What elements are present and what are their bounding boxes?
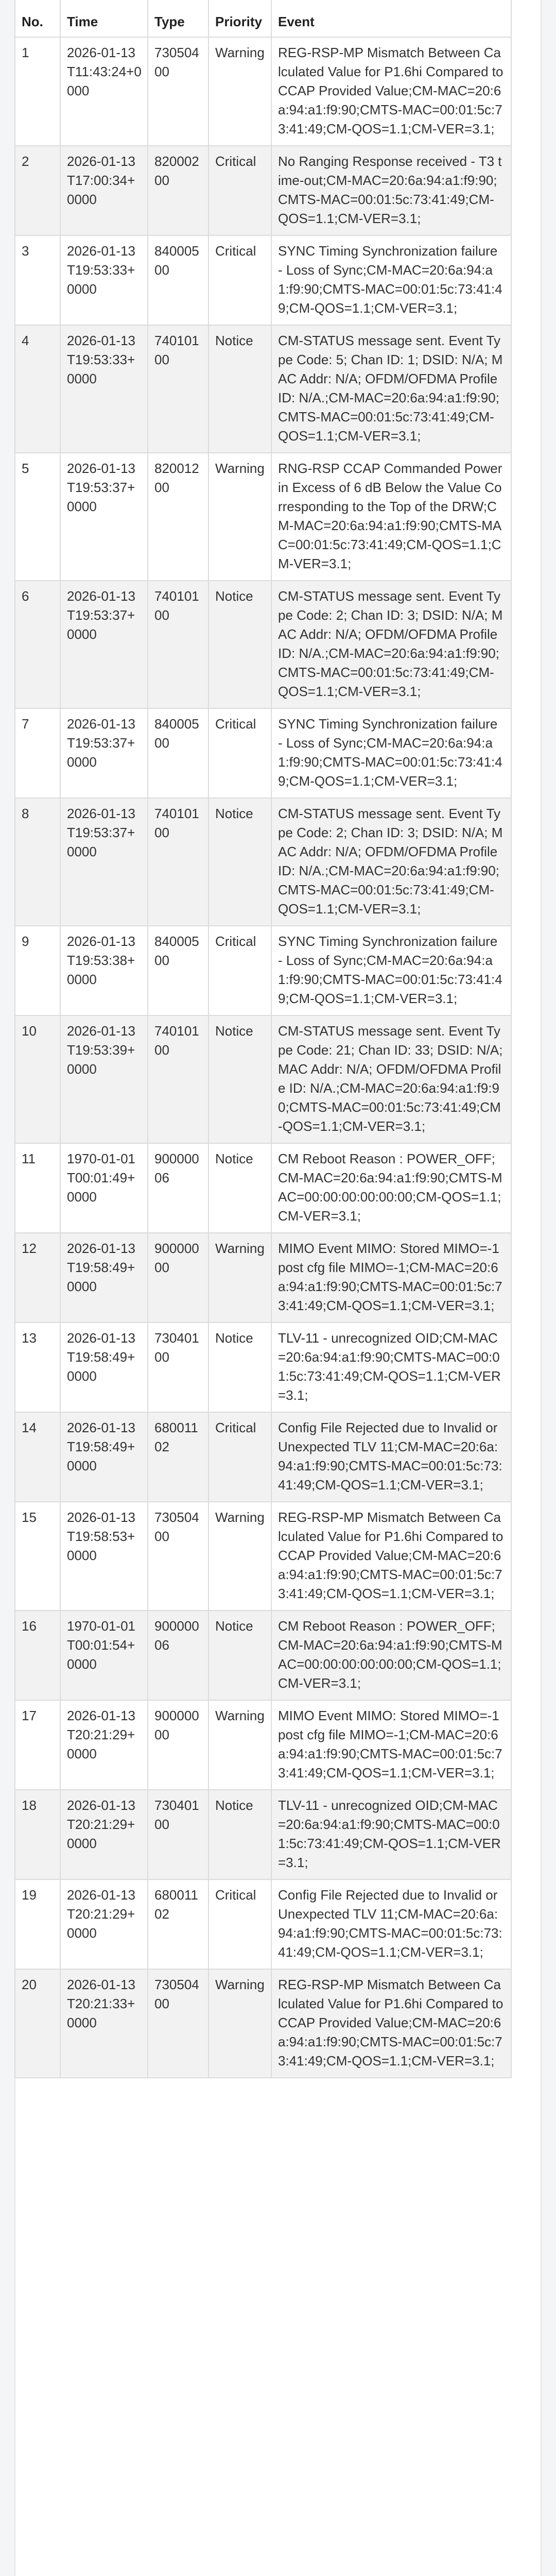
cell-no: 15 (15, 1502, 60, 1611)
table-row (15, 1015, 511, 1143)
cell-event: REG-RSP-MP Mismatch Between Calculated Value for P1.6hi Compared to CCAP Provided Value;CM-MAC=20:6a:94:a1:f9:90;CMTS-MAC=00:01:5c:73:41:49;CM-QOS=1.1;CM-VER=3.1; (271, 1502, 511, 1611)
cell-event: SYNC Timing Synchronization failure - Loss of Sync;CM-MAC=20:6a:94:a1:f9:90;CMTS-MAC=00:01:5c:73:41:49;CM-QOS=1.1;CM-VER=3.1; (271, 235, 511, 325)
cell-no: 14 (15, 1412, 60, 1502)
cell-event: CM Reboot Reason : POWER_OFF;CM-MAC=20:6a:94:a1:f9:90;CMTS-MAC=00:00:00:00:00:00;CM-QOS=1.1;CM-VER=3.1; (271, 1611, 511, 1700)
cell-event: CM-STATUS message sent. Event Type Code: 21; Chan ID: 33; DSID: N/A; MAC Addr: N/A; OFDM/OFDMA Profile ID: N/A.;CM-MAC=20:6a:94:a1:f9:90;CMTS-MAC=00:01:5c:73:41:49;CM-QOS=1.1;CM-VER=3.1; (271, 1015, 511, 1143)
cell-no: 20 (15, 1969, 60, 2078)
cell-type: 73050400 (148, 37, 208, 146)
cell-priority: Critical (208, 235, 271, 325)
cell-event: REG-RSP-MP Mismatch Between Calculated Value for P1.6hi Compared to CCAP Provided Value;CM-MAC=20:6a:94:a1:f9:90;CMTS-MAC=00:01:5c:73:41:49;CM-QOS=1.1;CM-VER=3.1; (271, 37, 511, 146)
column-header-time[interactable]: Time (60, 0, 148, 37)
cell-event: MIMO Event MIMO: Stored MIMO=-1 post cfg file MIMO=-1;CM-MAC=20:6a:94:a1:f9:90;CMTS-MAC=00:01:5c:73:41:49;CM-QOS=1.1;CM-VER=3.1; (271, 1700, 511, 1790)
event-log-table (14, 0, 512, 2078)
cell-no: 7 (15, 708, 60, 798)
table-row (15, 1323, 511, 1412)
cell-event: CM Reboot Reason : POWER_OFF;CM-MAC=20:6a:94:a1:f9:90;CMTS-MAC=00:00:00:00:00:00;CM-QOS=1.1;CM-VER=3.1; (271, 1143, 511, 1233)
table-header-row (15, 0, 511, 37)
cell-type: 90000006 (148, 1143, 208, 1233)
cell-no: 8 (15, 798, 60, 926)
cell-time: 2026-01-13T11:43:24+0000 (60, 37, 148, 146)
cell-event: SYNC Timing Synchronization failure - Loss of Sync;CM-MAC=20:6a:94:a1:f9:90;CMTS-MAC=00:01:5c:73:41:49;CM-QOS=1.1;CM-VER=3.1; (271, 926, 511, 1015)
table-row (15, 708, 511, 798)
cell-priority: Warning (208, 1969, 271, 2078)
table-row (15, 798, 511, 926)
cell-time: 2026-01-13T19:53:38+0000 (60, 926, 148, 1015)
cell-type: 84000500 (148, 708, 208, 798)
cell-time: 2026-01-13T19:53:37+0000 (60, 798, 148, 926)
cell-priority: Notice (208, 798, 271, 926)
cell-time: 2026-01-13T19:53:37+0000 (60, 581, 148, 708)
column-header-event[interactable]: Event (271, 0, 511, 37)
cell-type: 73040100 (148, 1323, 208, 1412)
cell-priority: Notice (208, 325, 271, 453)
cell-no: 19 (15, 1879, 60, 1969)
table-row (15, 453, 511, 581)
cell-priority: Notice (208, 1015, 271, 1143)
cell-priority: Notice (208, 581, 271, 708)
cell-time: 2026-01-13T19:58:49+0000 (60, 1323, 148, 1412)
table-row (15, 1611, 511, 1700)
cell-priority: Critical (208, 1879, 271, 1969)
cell-priority: Notice (208, 1611, 271, 1700)
cell-type: 68001102 (148, 1412, 208, 1502)
cell-type: 74010100 (148, 1015, 208, 1143)
cell-type: 82000200 (148, 146, 208, 235)
cell-time: 2026-01-13T20:21:29+0000 (60, 1879, 148, 1969)
column-header-no[interactable]: No. (15, 0, 60, 37)
cell-no: 10 (15, 1015, 60, 1143)
cell-time: 2026-01-13T19:58:49+0000 (60, 1233, 148, 1323)
cell-event: MIMO Event MIMO: Stored MIMO=-1 post cfg file MIMO=-1;CM-MAC=20:6a:94:a1:f9:90;CMTS-MAC=00:01:5c:73:41:49;CM-QOS=1.1;CM-VER=3.1; (271, 1233, 511, 1323)
cell-type: 74010100 (148, 798, 208, 926)
cell-time: 2026-01-13T19:58:53+0000 (60, 1502, 148, 1611)
column-header-type[interactable]: Type (148, 0, 208, 37)
cell-type: 73040100 (148, 1790, 208, 1879)
cell-no: 11 (15, 1143, 60, 1233)
table-row (15, 37, 511, 146)
cell-event: RNG-RSP CCAP Commanded Power in Excess of 6 dB Below the Value Corresponding to the Top of the DRW;CM-MAC=20:6a:94:a1:f9:90;CMTS-MAC=00:01:5c:73:41:49;CM-QOS=1.1;CM-VER=3.1; (271, 453, 511, 581)
table-row (15, 1502, 511, 1611)
cell-time: 2026-01-13T19:53:37+0000 (60, 708, 148, 798)
cell-type: 68001102 (148, 1879, 208, 1969)
cell-event: TLV-11 - unrecognized OID;CM-MAC=20:6a:94:a1:f9:90;CMTS-MAC=00:01:5c:73:41:49;CM-QOS=1.1;CM-VER=3.1; (271, 1790, 511, 1879)
cell-time: 1970-01-01T00:01:54+0000 (60, 1611, 148, 1700)
cell-priority: Warning (208, 1502, 271, 1611)
cell-priority: Warning (208, 453, 271, 581)
table-row (15, 235, 511, 325)
cell-priority: Notice (208, 1143, 271, 1233)
cell-no: 1 (15, 37, 60, 146)
table-row (15, 325, 511, 453)
cell-priority: Critical (208, 926, 271, 1015)
cell-event: Config File Rejected due to Invalid or Unexpected TLV 11;CM-MAC=20:6a:94:a1:f9:90;CMTS-MAC=00:01:5c:73:41:49;CM-QOS=1.1;CM-VER=3.1; (271, 1879, 511, 1969)
cell-type: 90000000 (148, 1233, 208, 1323)
cell-event: TLV-11 - unrecognized OID;CM-MAC=20:6a:94:a1:f9:90;CMTS-MAC=00:01:5c:73:41:49;CM-QOS=1.1;CM-VER=3.1; (271, 1323, 511, 1412)
cell-no: 13 (15, 1323, 60, 1412)
cell-event: CM-STATUS message sent. Event Type Code: 5; Chan ID: 1; DSID: N/A; MAC Addr: N/A; OFDM/OFDMA Profile ID: N/A.;CM-MAC=20:6a:94:a1:f9:90;CMTS-MAC=00:01:5c:73:41:49;CM-QOS=1.1;CM-VER=3.1; (271, 325, 511, 453)
cell-no: 16 (15, 1611, 60, 1700)
cell-time: 2026-01-13T19:53:39+0000 (60, 1015, 148, 1143)
cell-no: 17 (15, 1700, 60, 1790)
cell-priority: Warning (208, 37, 271, 146)
cell-no: 3 (15, 235, 60, 325)
cell-no: 12 (15, 1233, 60, 1323)
cell-type: 90000006 (148, 1611, 208, 1700)
cell-time: 2026-01-13T20:21:29+0000 (60, 1700, 148, 1790)
cell-event: Config File Rejected due to Invalid or Unexpected TLV 11;CM-MAC=20:6a:94:a1:f9:90;CMTS-MAC=00:01:5c:73:41:49;CM-QOS=1.1;CM-VER=3.1; (271, 1412, 511, 1502)
table-row (15, 146, 511, 235)
cell-time: 1970-01-01T00:01:49+0000 (60, 1143, 148, 1233)
cell-no: 9 (15, 926, 60, 1015)
cell-time: 2026-01-13T19:53:37+0000 (60, 453, 148, 581)
cell-priority: Warning (208, 1700, 271, 1790)
cell-type: 90000000 (148, 1700, 208, 1790)
cell-type: 73050400 (148, 1969, 208, 2078)
cell-priority: Critical (208, 146, 271, 235)
cell-type: 74010100 (148, 581, 208, 708)
table-row (15, 1790, 511, 1879)
table-row (15, 1969, 511, 2078)
table-row (15, 1700, 511, 1790)
table-row (15, 1143, 511, 1233)
event-log-body (15, 37, 511, 2078)
table-row (15, 926, 511, 1015)
cell-time: 2026-01-13T20:21:33+0000 (60, 1969, 148, 2078)
cell-time: 2026-01-13T17:00:34+0000 (60, 146, 148, 235)
cell-type: 73050400 (148, 1502, 208, 1611)
table-row (15, 581, 511, 708)
cell-event: CM-STATUS message sent. Event Type Code: 2; Chan ID: 3; DSID: N/A; MAC Addr: N/A; OFDM/OFDMA Profile ID: N/A.;CM-MAC=20:6a:94:a1:f9:90;CMTS-MAC=00:01:5c:73:41:49;CM-QOS=1.1;CM-VER=3.1; (271, 798, 511, 926)
cell-priority: Critical (208, 708, 271, 798)
cell-priority: Notice (208, 1323, 271, 1412)
cell-type: 84000500 (148, 235, 208, 325)
cell-no: 2 (15, 146, 60, 235)
table-row (15, 1412, 511, 1502)
cell-no: 5 (15, 453, 60, 581)
cell-priority: Critical (208, 1412, 271, 1502)
cell-time: 2026-01-13T19:53:33+0000 (60, 325, 148, 453)
cell-event: No Ranging Response received - T3 time-out;CM-MAC=20:6a:94:a1:f9:90;CMTS-MAC=00:01:5c:73:41:49;CM-QOS=1.1;CM-VER=3.1; (271, 146, 511, 235)
cell-type: 82001200 (148, 453, 208, 581)
cell-no: 6 (15, 581, 60, 708)
cell-time: 2026-01-13T19:53:33+0000 (60, 235, 148, 325)
cell-event: CM-STATUS message sent. Event Type Code: 2; Chan ID: 3; DSID: N/A; MAC Addr: N/A; OFDM/OFDMA Profile ID: N/A.;CM-MAC=20:6a:94:a1:f9:90;CMTS-MAC=00:01:5c:73:41:49;CM-QOS=1.1;CM-VER=3.1; (271, 581, 511, 708)
cell-time: 2026-01-13T19:58:49+0000 (60, 1412, 148, 1502)
cell-priority: Warning (208, 1233, 271, 1323)
cell-no: 18 (15, 1790, 60, 1879)
cell-no: 4 (15, 325, 60, 453)
cell-priority: Notice (208, 1790, 271, 1879)
table-row (15, 1233, 511, 1323)
cell-type: 74010100 (148, 325, 208, 453)
cell-event: SYNC Timing Synchronization failure - Loss of Sync;CM-MAC=20:6a:94:a1:f9:90;CMTS-MAC=00:01:5c:73:41:49;CM-QOS=1.1;CM-VER=3.1; (271, 708, 511, 798)
column-header-priority[interactable]: Priority (208, 0, 271, 37)
table-row (15, 1879, 511, 1969)
cell-type: 84000500 (148, 926, 208, 1015)
cell-event: REG-RSP-MP Mismatch Between Calculated Value for P1.6hi Compared to CCAP Provided Value;CM-MAC=20:6a:94:a1:f9:90;CMTS-MAC=00:01:5c:73:41:49;CM-QOS=1.1;CM-VER=3.1; (271, 1969, 511, 2078)
cell-time: 2026-01-13T20:21:29+0000 (60, 1790, 148, 1879)
